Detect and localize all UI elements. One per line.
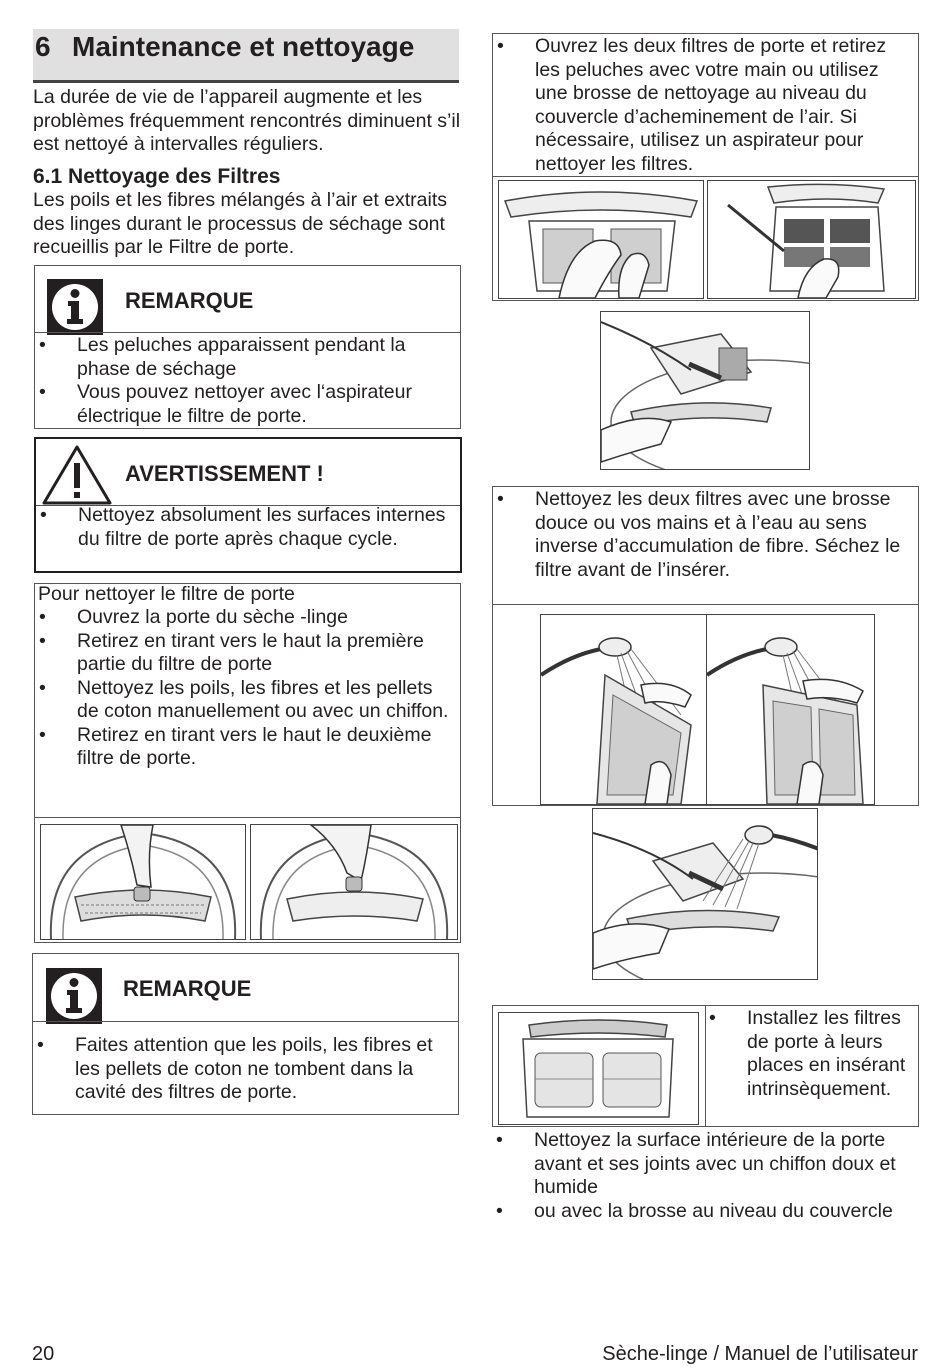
warning-title: AVERTISSEMENT !: [125, 461, 324, 486]
illustration-rinse-filter-2: [706, 614, 875, 805]
warning-box: [34, 437, 462, 573]
subsection-title: 6.1 Nettoyage des Filtres: [33, 165, 281, 188]
note-title-1: REMARQUE: [125, 288, 254, 313]
note-list-2: [33, 1034, 455, 1105]
intro-text: La durée de vie de l’appareil augmente et les problèmes fréquemment rencontrés diminuent s’il est nettoyé à intervalles réguliers.: [33, 86, 461, 155]
warning-icon: [41, 444, 113, 506]
list-item: • Nettoyez les deux filtres avec une brosse douce ou vos mains et à l’eau au sens inverse d’accumulation de fibre. Séchez le filtre avant de l’insérer.: [493, 488, 913, 582]
illustration-drum-filter-1: [40, 824, 246, 940]
list-item: • Nettoyez la surface intérieure de la porte avant et ses joints avec un chiffon doux et humide: [492, 1129, 919, 1200]
illustration-open-filter-brush: [707, 180, 916, 299]
procedure-box: [34, 583, 461, 943]
list-item: • Ouvrez la porte du sèche -linge: [35, 606, 455, 630]
list-item: • Faites attention que les poils, les fibres et les pellets de coton ne tombent dans la cavité des filtres de porte.: [33, 1034, 455, 1105]
step-box-1: [492, 33, 919, 301]
note-box-2: [32, 953, 459, 1115]
list-item: • Les peluches apparaissent pendant la phase de séchage: [35, 334, 455, 381]
note-title-2: REMARQUE: [123, 976, 252, 1001]
info-icon: [46, 968, 102, 1024]
list-item: • Installez les filtres de porte à leurs places en insérant intrinsèquement.: [705, 1007, 920, 1101]
list-item: • ou avec la brosse au niveau du couvercle: [492, 1200, 919, 1224]
illustration-filter-shower: [592, 808, 818, 980]
section-number: 6: [35, 31, 51, 62]
step-list-3: [705, 1007, 920, 1101]
note-list-1: [35, 334, 455, 428]
section-header: [33, 29, 459, 83]
procedure-list: [35, 606, 455, 771]
footer-title: Sèche-linge / Manuel de l’utilisateur: [602, 1343, 918, 1365]
subsection-text: Les poils et les fibres mélangés à l’air et extraits des linges durant le processus de séchage sont recueillis par le Filtre de porte.: [33, 189, 448, 258]
list-item: • Ouvrez les deux filtres de porte et retirez les peluches avec votre main ou utilisez une brosse de nettoyage au niveau du couvercle d’acheminement de l’air. Si nécessaire, utilisez un aspirateur pour nettoyer les filtres.: [493, 35, 913, 176]
step-list-2: [493, 488, 913, 582]
note-box-1: [34, 265, 461, 429]
illustration-rinse-filter-1: [540, 614, 708, 805]
step-list-1: [493, 35, 913, 176]
list-item: • Vous pouvez nettoyer avec l‘aspirateur électrique le filtre de porte.: [35, 381, 455, 428]
list-item: • Retirez en tirant vers le haut le deuxième filtre de porte.: [35, 724, 455, 771]
list-item: • Retirez en tirant vers le haut la première partie du filtre de porte: [35, 630, 455, 677]
illustration-drum-filter-2: [250, 824, 458, 940]
step-box-2: [492, 486, 919, 806]
list-item: • Nettoyez les poils, les fibres et les pellets de coton manuellement ou avec un chiffon.: [35, 677, 455, 724]
step-box-3: [492, 1005, 919, 1127]
warning-list: [36, 504, 446, 551]
illustration-open-filter-hands: [498, 180, 704, 299]
procedure-intro: Pour nettoyer le filtre de porte: [38, 583, 295, 605]
illustration-filter-brushing: [600, 311, 810, 470]
illustration-install-filters: [498, 1012, 699, 1125]
list-item: • Nettoyez absolument les surfaces internes du filtre de porte après chaque cycle.: [36, 504, 446, 551]
page-number: 20: [32, 1343, 55, 1365]
info-icon: [47, 279, 103, 335]
section-title: Maintenance et nettoyage: [72, 31, 415, 62]
final-list: [492, 1129, 919, 1223]
